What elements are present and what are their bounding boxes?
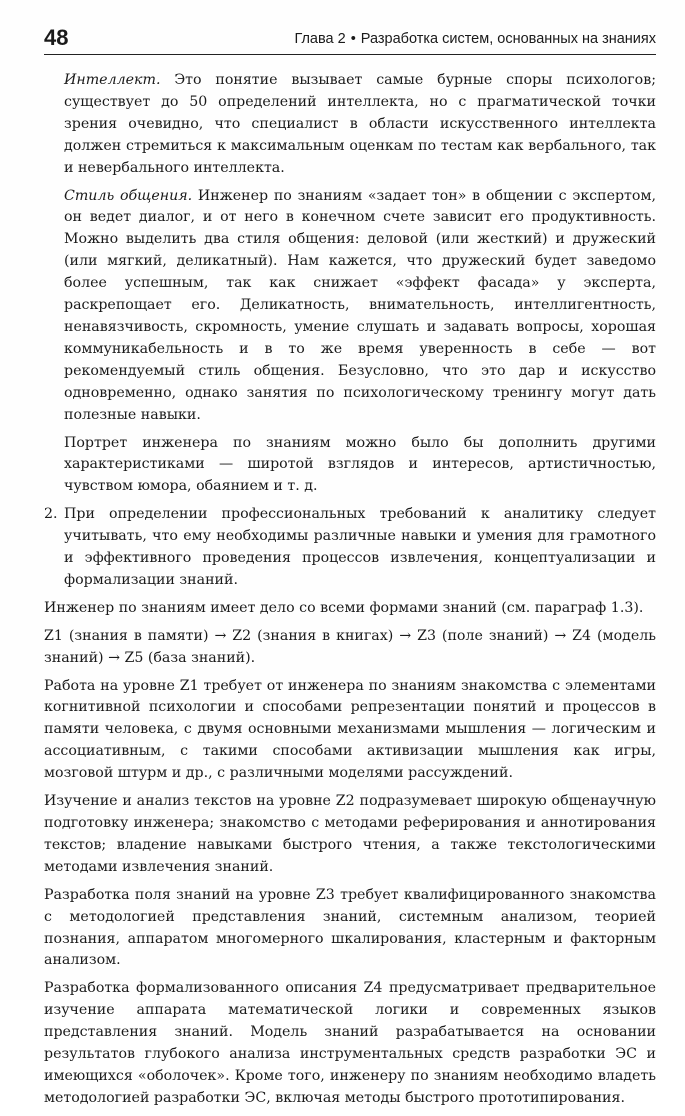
- page-number: 48: [44, 25, 69, 50]
- chapter-title: Разработка систем, основанных на знаниях: [360, 31, 656, 47]
- paragraph-level-z2: Изучение и анализ текстов на уровне Z2 подразумевает широкую общенаучную подготовку инженера; знакомство с методами реферирования и аннотирования текстов; владение навыками быстрого чтения, а также текстологическими методами извлечения знаний.: [44, 793, 656, 875]
- paragraph-intellect-text: Это понятие вызывает самые бурные споры психологов; существует до 50 определений интеллекта, но с прагматической точки зрения очевидно, что специалист в области искусственного интеллекта должен стремиться к максимальным оценкам по тестам как вербального, так и невербального интеллекта.: [64, 72, 656, 176]
- term-communication-style: Стиль общения.: [64, 187, 193, 204]
- term-intellect: Интеллект.: [64, 72, 161, 88]
- paragraph-knowledge-forms: Инженер по знаниям имеет дело со всеми формами знаний (см. параграф 1.3).: [44, 599, 644, 616]
- paragraph-intellect: [44, 70, 656, 180]
- paragraph-level-z4: Разработка формализованного описания Z4 предусматривает предварительное изучение аппарата математической логики и современных языков представления знаний. Модель знаний разрабатывается на основании результатов глубокого анализа инструментальных средств разработки ЭС и имеющихся «оболочек». Кроме того, инженеру по знаниям необходимо владеть методологией разработки ЭС, включая методы быстрого прототипирования.: [44, 980, 656, 1106]
- paragraph-level-z3: Разработка поля знаний на уровне Z3 требует квалифицированного знакомства с методологией представления знаний, системным анализом, теорией познания, аппаратом многомерного шкалирования, кластерным и факторным анализом.: [44, 886, 656, 969]
- paragraph-level-z1: Работа на уровне Z1 требует от инженера по знаниям знакомства с элементами когнитивной психологии и способами репрезентации понятий и процессов в памяти человека, с двумя основными механизмами мышления — логическим и ассоциативным, с такими способами активизации мышления как игры, мозговой штурм и др., с различными моделями рассуждений.: [44, 677, 656, 782]
- running-head: [294, 30, 656, 48]
- page-body: [44, 70, 656, 1116]
- list-item-2: [44, 504, 656, 592]
- list-item-text: При определении профессиональных требований к аналитику следует учитывать, что ему необходимы различные навыки и умения для грамотного и эффективного проведения процессов извлечения, концептуализации и формализации знаний.: [64, 506, 656, 588]
- paragraph-communication-style-text: Инженер по знаниям «задает тон» в общении с экспертом, он ведет диалог, и от него в конечном счете зависит его продуктивность. Можно выделить два стиля общения: деловой (или жесткий) и дружеский (или мягкий, деликатный). Нам кажется, что дружеский будет заведомо более успешным, так как снижает «эффект фасада» у эксперта, раскрепощает его. Деликатность, внимательность, интеллигентность, ненавязчивость, скромность, умение слушать и задавать вопросы, хорошая коммуникабельность и в то же время уверенность в себе — вот рекомендуемый стиль общения. Безусловно, что это дар и искусство одновременно, однако занятия по психологическому тренингу могут дать полезные навыки.: [64, 187, 656, 423]
- page-header: [44, 24, 656, 55]
- list-item-number: 2.: [44, 506, 58, 523]
- header-bullet: •: [350, 31, 356, 47]
- paragraph-portrait: Портрет инженера по знаниям можно было бы дополнить другими характеристиками — широтой взглядов и интересов, артистичностью, чувством юмора, обаянием и т. д.: [64, 434, 656, 495]
- paragraph-communication-style: [44, 186, 656, 427]
- chapter-label: Глава 2: [294, 31, 346, 47]
- paragraph-knowledge-chain: Z1 (знания в памяти) → Z2 (знания в книгах) → Z3 (поле знаний) → Z4 (модель знаний) → Z5 (база знаний).: [44, 627, 656, 666]
